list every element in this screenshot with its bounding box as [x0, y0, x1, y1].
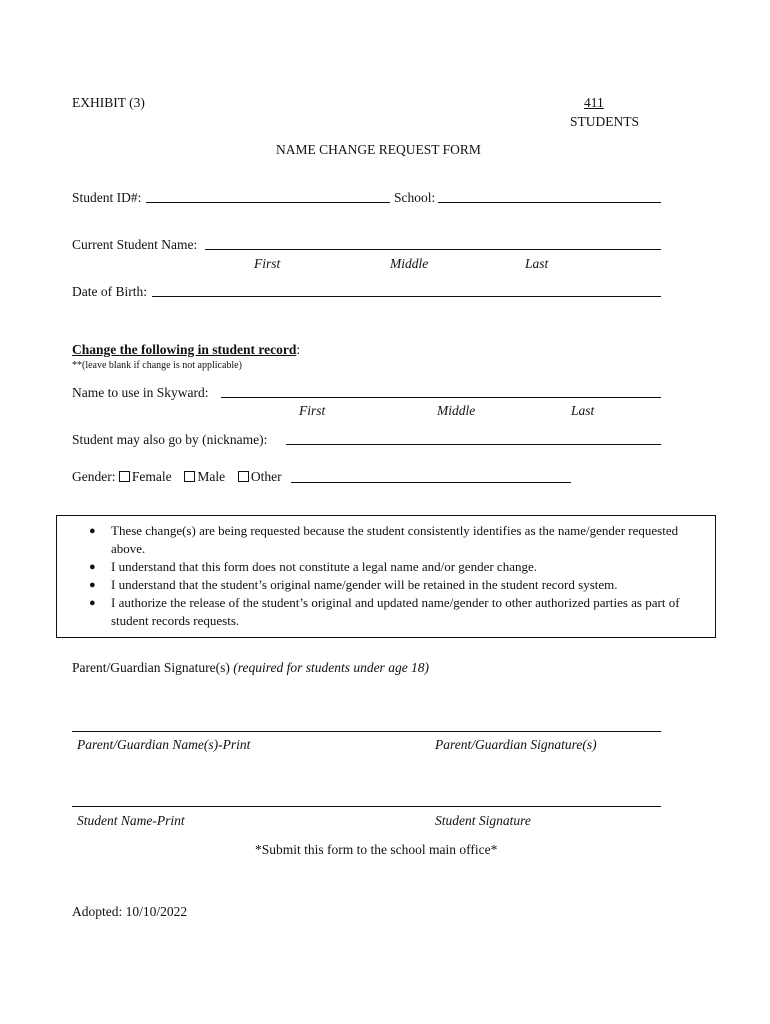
skyward-last-caption: Last: [571, 403, 595, 418]
student-id-label: Student ID#:: [72, 190, 142, 205]
acknowledgement-text: I authorize the release of the student’s original and updated name/gender to other authorized parties as part of student records requests.: [111, 595, 680, 628]
signature-intro-note: (required for students under age 18): [233, 660, 430, 675]
gender-option-other[interactable]: [238, 469, 282, 484]
gender-other-field[interactable]: [291, 482, 571, 483]
adopted-date: 10/10/2022: [125, 904, 188, 919]
current-middle-caption: Middle: [390, 256, 429, 271]
gender-row: [72, 470, 282, 484]
bullet-icon: ●: [89, 525, 96, 537]
parent-signature-line[interactable]: [72, 731, 661, 732]
change-heading-text: Change the following in student record: [72, 342, 297, 357]
signature-intro-text: Parent/Guardian Signature(s): [72, 660, 230, 675]
skyward-middle-caption: Middle: [437, 403, 476, 418]
adopted-line: [72, 905, 187, 919]
parent-signature-caption: Parent/Guardian Signature(s): [435, 737, 597, 752]
dob-label: Date of Birth:: [72, 284, 147, 299]
skyward-label: Name to use in Skyward:: [72, 385, 209, 400]
female-checkbox[interactable]: [119, 471, 130, 482]
nickname-label: Student may also go by (nickname):: [72, 432, 268, 447]
student-name-caption: Student Name-Print: [77, 813, 185, 828]
skyward-name-field[interactable]: [221, 397, 661, 398]
bullet-icon: ●: [89, 561, 96, 573]
adopted-label: Adopted:: [72, 904, 123, 919]
current-first-caption: First: [254, 256, 281, 271]
acknowledgement-text: These change(s) are being requested because the student consistently identifies as the name/gender requested above.: [111, 523, 679, 556]
acknowledgement-text: I understand that this form does not constitute a legal name and/or gender change.: [111, 559, 537, 574]
policy-code: 411: [584, 95, 604, 110]
exhibit-label: EXHIBIT (3): [72, 95, 145, 110]
gender-option-male[interactable]: [184, 469, 225, 484]
change-note: **(leave blank if change is not applicable): [72, 360, 242, 371]
student-signature-caption: Student Signature: [435, 813, 531, 828]
male-checkbox[interactable]: [184, 471, 195, 482]
student-signature-line[interactable]: [72, 806, 661, 807]
nickname-field[interactable]: [286, 444, 661, 445]
other-label: Other: [250, 469, 282, 484]
gender-option-female[interactable]: [119, 469, 172, 484]
acknowledgement-text: I understand that the student’s original name/gender will be retained in the student record system.: [111, 577, 618, 592]
bullet-icon: ●: [89, 597, 96, 609]
gender-label: Gender:: [72, 469, 116, 484]
dob-field[interactable]: [152, 296, 661, 297]
policy-section: STUDENTS: [570, 114, 640, 129]
signature-intro: [72, 661, 429, 675]
male-label: Male: [197, 469, 226, 484]
other-checkbox[interactable]: [238, 471, 249, 482]
school-field[interactable]: [438, 202, 661, 203]
current-last-caption: Last: [525, 256, 549, 271]
submit-note: *Submit this form to the school main office*: [255, 842, 498, 857]
change-heading-colon: :: [296, 342, 301, 357]
student-id-field[interactable]: [146, 202, 390, 203]
current-name-field[interactable]: [205, 249, 661, 250]
parent-name-caption: Parent/Guardian Name(s)-Print: [77, 737, 251, 752]
female-label: Female: [131, 469, 172, 484]
current-name-label: Current Student Name:: [72, 237, 198, 252]
school-label: School:: [394, 190, 436, 205]
bullet-icon: ●: [89, 579, 96, 591]
change-heading: [72, 343, 300, 357]
skyward-first-caption: First: [299, 403, 326, 418]
form-title: NAME CHANGE REQUEST FORM: [276, 142, 481, 157]
